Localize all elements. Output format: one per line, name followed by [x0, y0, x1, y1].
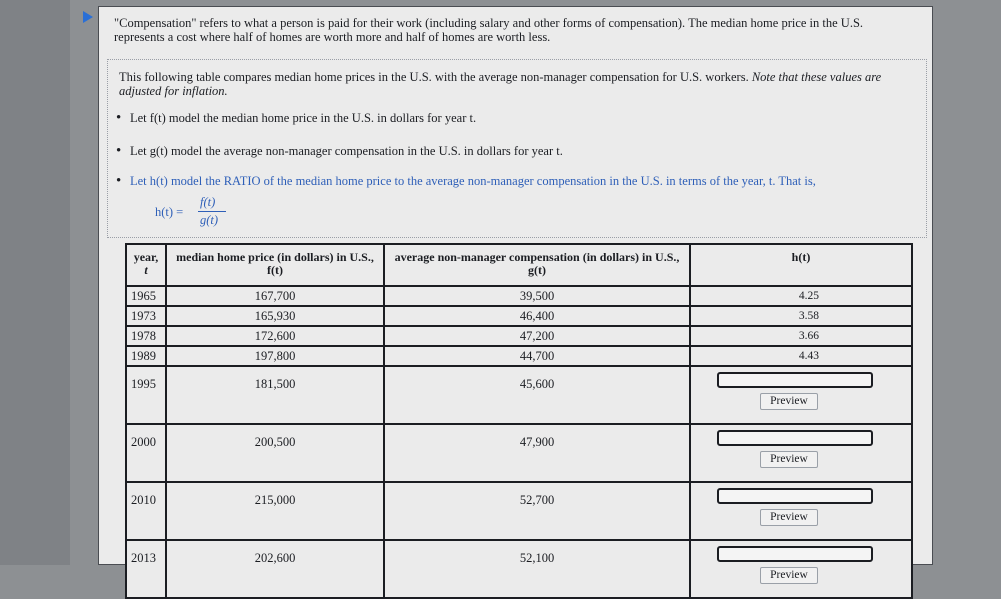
preview-button-2010[interactable]: Preview	[760, 509, 818, 526]
header-h: h(t)	[690, 244, 912, 286]
table-row: 1965 167,700 39,500 4.25	[126, 286, 912, 306]
answer-input-1995[interactable]	[717, 372, 873, 388]
bullet-f: • Let f(t) model the median home price in the U.S. in dollars for year t.	[116, 110, 477, 126]
bullet-h: • Let h(t) model the RATIO of the median home price to the average non-manager compensation in the U.S. in terms of the year, t. That is,	[116, 173, 816, 189]
table-row: 1995 181,500 45,600 Preview	[126, 366, 912, 424]
table-row: 1989 197,800 44,700 4.43	[126, 346, 912, 366]
table-row: 2000 200,500 47,900 Preview	[126, 424, 912, 482]
header-year: year, t	[126, 244, 166, 286]
intro-text: "Compensation" refers to what a person is paid for their work (including salary and other forms of compensation). The median home price in the U.S. represents a cost where half of homes are worth more and half of homes are worth less.	[114, 16, 864, 44]
screen-bezel	[0, 0, 70, 565]
header-g: average non-manager compensation (in dollars) in U.S., g(t)	[384, 244, 690, 286]
answer-input-2013[interactable]	[717, 546, 873, 562]
bullet-g: • Let g(t) model the average non-manager compensation in the U.S. in dollars for year t.	[116, 143, 563, 159]
answer-input-2000[interactable]	[717, 430, 873, 446]
preview-button-1995[interactable]: Preview	[760, 393, 818, 410]
preview-button-2013[interactable]: Preview	[760, 567, 818, 584]
preview-button-2000[interactable]: Preview	[760, 451, 818, 468]
problem-box: This following table compares median home prices in the U.S. with the average non-manager compensation for U.S. workers. Note that these values are adjusted for inflation. • Let f(t) model the median home price in the U.S. in dollars for year t. • Let g(t) model the average non-manager compensation in the U.S. in dollars for year t. • Let h(t) model the RATIO of the median home price to the average non-manager compensation in the U.S. in terms of the year, t. That is, h(t) = f(t) g(t)	[107, 59, 927, 238]
table-description: This following table compares median home prices in the U.S. with the average non-manager compensation for U.S. workers. Note that these values are adjusted for inflation.	[119, 70, 882, 98]
inflation-note: Note that these values are adjusted for inflation.	[119, 70, 882, 98]
table-row: 1978 172,600 47,200 3.66	[126, 326, 912, 346]
table-row: 2010 215,000 52,700 Preview	[126, 482, 912, 540]
play-arrow-icon	[83, 11, 93, 23]
table-row: 2013 202,600 52,100 Preview	[126, 540, 912, 598]
problem-page	[98, 6, 933, 581]
answer-input-2010[interactable]	[717, 488, 873, 504]
table-header-row	[126, 244, 912, 286]
table-row: 1973 165,930 46,400 3.58	[126, 306, 912, 326]
header-f: median home price (in dollars) in U.S., f(t)	[166, 244, 384, 286]
data-table	[125, 243, 913, 599]
